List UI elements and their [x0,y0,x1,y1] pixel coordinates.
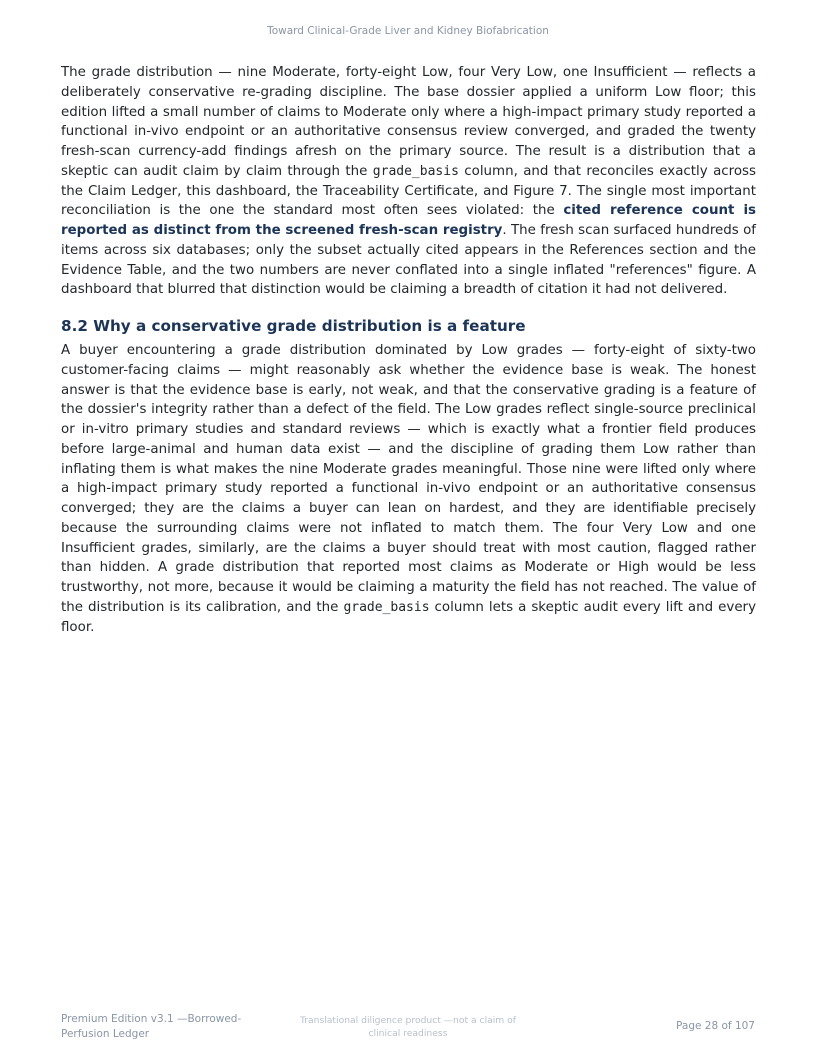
emphasis-cited-reference-count: cited reference count is reported as distinct from the screened fresh-scan registry [61,203,757,238]
inline-code-grade-basis: grade_basis [343,599,430,615]
section-heading: 8.2 Why a conservative grade distribution is a feature [61,317,526,335]
paragraph-text: The grade distribution — nine Moderate, forty-eight Low, four Very Low, one Insufficient — reflects a deliberately conservative re-grading discipline. The base dossier applied a uniform Low floor; this edition lifted a small number of claims to Moderate only where a high-impact primary study reported a functional in-vivo endpoint or an authoritative consensus review converged, and graded the twenty fresh-scan currency-add findings afresh on the primary source. The result is a distribution that a skeptic can audit claim by claim through the [61,65,756,179]
paragraph-text: A buyer encountering a grade distribution dominated by Low grades — forty-eight of sixty-two customer-facing claims — might reasonably ask whether the evidence base is weak. The honest answer is that the evidence base is early, not weak, and that the conservative grading is a feature of the dossier's integrity rather than a defect of the field. The Low grades reflect single-source preclinical or in-vitro primary studies and standard reviews — which is exactly what a frontier field produces before large-animal and human data exist — and the discipline of grading them Low rather than inflating them is what makes the nine Moderate grades meaningful. Those nine were lifted only where a high-impact primary study reported a functional in-vivo endpoint or an authoritative consensus converged; they are the claims a buyer can lean on hardest, and they are identifiable precisely because the surrounding claims were not inflated to match them. The four Very Low and one Insufficient grades, similarly, are the claims a buyer should treat with most caution, flagged rather than hidden. A grade distribution that reported most claims as Moderate or High would be less trustworthy, not more, because it would be claiming a maturity the field has not reached. The value of the distribution is its calibration, and the [61,343,756,615]
running-header: Toward Clinical-Grade Liver and Kidney Biofabrication [267,25,549,37]
footer-disclaimer: Translational diligence product —not a claim of clinical readiness [299,1015,517,1039]
footer-edition: Premium Edition v3.1 —Borrowed-Perfusion Ledger [61,1013,242,1040]
body-paragraph-grade-distribution [61,63,756,300]
page-body [61,63,756,637]
paragraph-text: column, and that reconciles exactly across the Claim Ledger, this dashboard, the Traceability Certificate, and Figure 7. The single most important reconciliation is the one the standard most often sees violated: the [61,163,756,219]
paragraph-text: . The fresh scan surfaced hundreds of items across six databases; only the subset actually cited appears in the References section and the Evidence Table, and the two numbers are never conflated into a single inflated "references" figure. A dashboard that blurred that distinction would be claiming a breadth of citation it had not delivered. [61,223,756,298]
page-number: Page 28 of 107 [676,1020,755,1032]
body-paragraph-conservative-grading [61,341,756,637]
paragraph-text: column lets a skeptic audit every lift and every floor. [61,599,756,635]
inline-code-grade-basis: grade_basis [372,163,459,179]
